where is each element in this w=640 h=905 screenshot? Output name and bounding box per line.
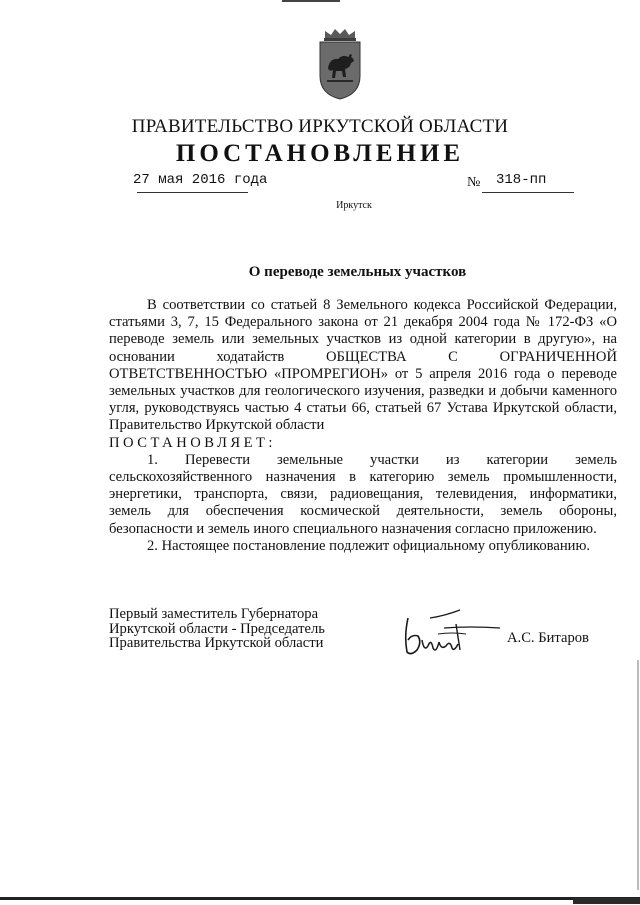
document-number: 318-пп bbox=[496, 172, 547, 188]
signer-position-line: Иркутской области - Председатель bbox=[109, 620, 325, 637]
handwritten-signature bbox=[400, 606, 504, 658]
scan-bottom-edge bbox=[0, 897, 640, 900]
item-paragraph-2: 2. Настоящее постановление подлежит официальному опубликованию. bbox=[147, 537, 591, 554]
document-heading: О переводе земельных участков bbox=[248, 264, 467, 280]
scan-corner-mark bbox=[573, 898, 640, 904]
decree-word: ПОСТАНОВЛЯЕТ: bbox=[109, 434, 276, 451]
coat-of-arms-icon bbox=[317, 28, 363, 100]
number-label: № bbox=[467, 175, 481, 190]
number-underline bbox=[482, 192, 574, 193]
document-city: Иркутск bbox=[336, 200, 372, 211]
item-paragraph-1: 1. Перевести земельные участки из категории земель сельскохозяйственного назначения в категорию земель промышленности, энергетики, транспорта, связи, радиовещания, телевидения, информатики, земель для обеспечения космической деятельности, земель обороны, безопасности и земель иного специального назначения согласно приложению. bbox=[109, 451, 617, 537]
scan-top-mark bbox=[282, 0, 340, 2]
date-underline bbox=[137, 192, 248, 193]
government-title: ПРАВИТЕЛЬСТВО ИРКУТСКОЙ ОБЛАСТИ bbox=[131, 116, 509, 137]
scan-edge bbox=[637, 660, 639, 890]
signer-name: А.С. Битаров bbox=[507, 630, 589, 646]
document-date: 27 мая 2016 года bbox=[133, 172, 268, 188]
preamble-paragraph: В соответствии со статьей 8 Земельного кодекса Российской Федерации, статьями 3, 7, 15 Федерального закона от 21 декабря 2004 года № 172-ФЗ «О переводе земель или земельных участков из одной категории в другую», на основании ходатайств ОБЩЕСТВА С ОГРАНИЧЕННОЙ ОТВЕТСТВЕННОСТЬЮ «ПРОМРЕГИОН» от 5 апреля 2016 года о переводе земельных участков для геологического изучения, разведки и добычи каменного угля, руководствуясь частью 4 статьи 66, статьей 67 Устава Иркутской области, Правительство Иркутской области bbox=[109, 297, 617, 434]
signer-position-line: Правительства Иркутской области bbox=[109, 635, 324, 651]
document-body bbox=[109, 297, 617, 555]
signer-position-line: Первый заместитель Губернатора bbox=[109, 606, 319, 622]
document-type: ПОСТАНОВЛЕНИЕ bbox=[175, 140, 465, 167]
signer-position bbox=[109, 607, 325, 651]
